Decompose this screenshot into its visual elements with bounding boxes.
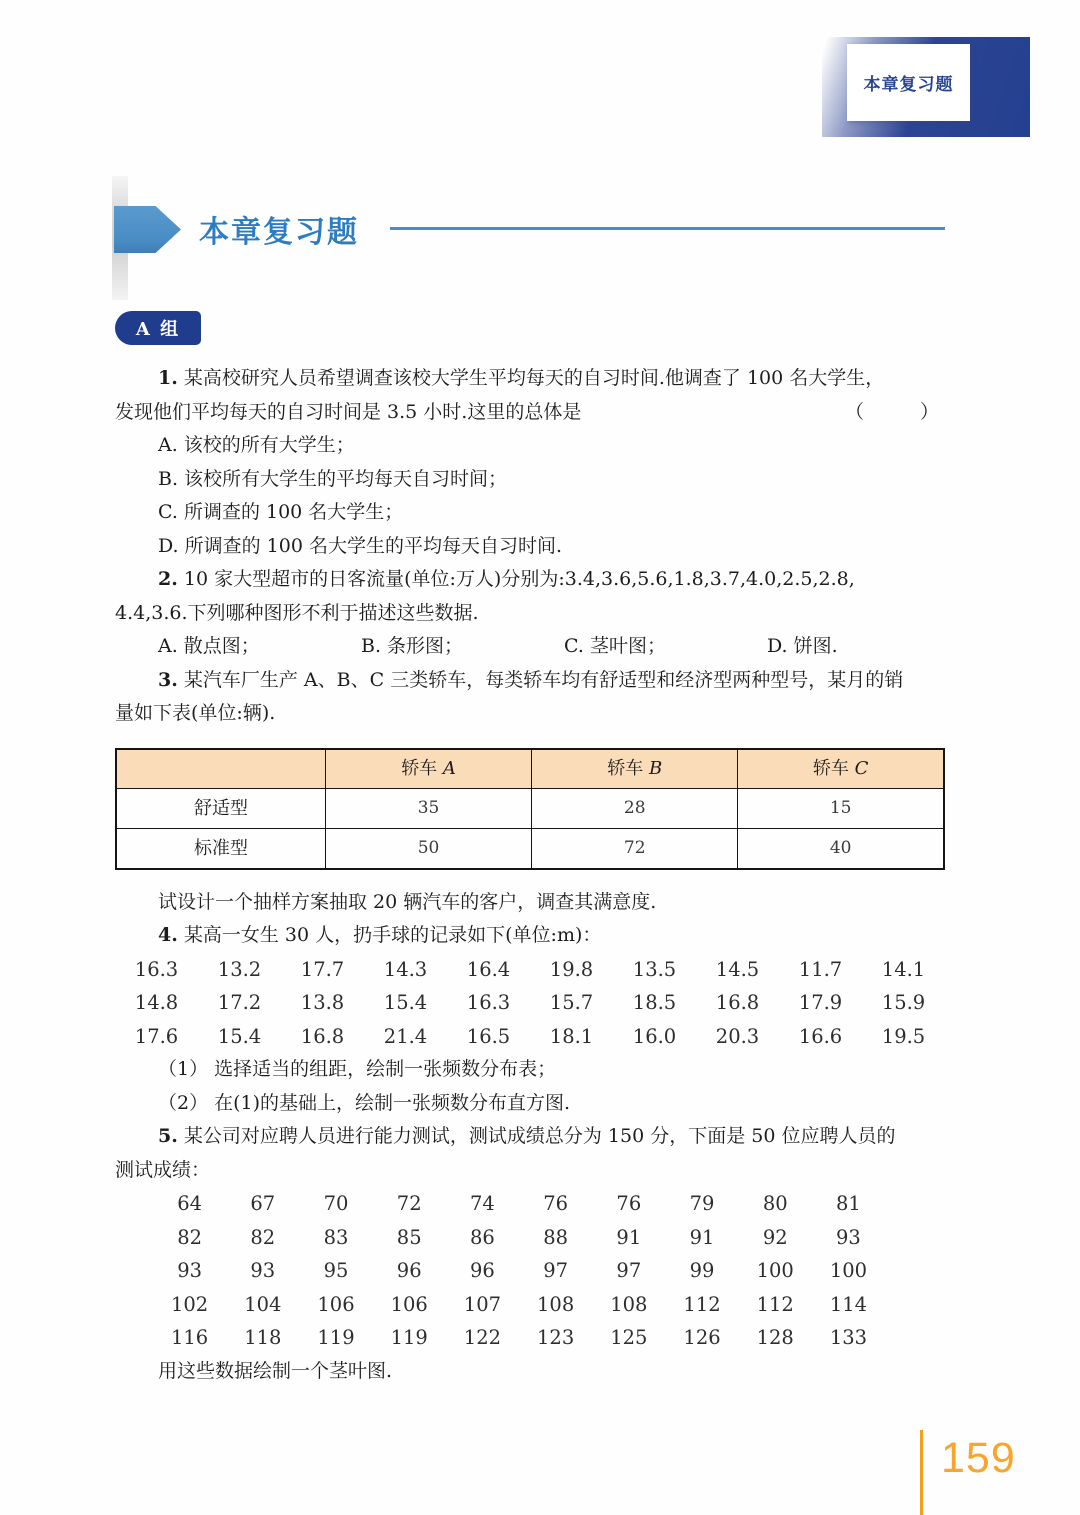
footer-rule	[920, 1430, 923, 1515]
data-cell: 81	[836, 1192, 861, 1215]
problem-5-line-2: 测试成绩：	[115, 1158, 211, 1181]
problem-2-option-c: C. 茎叶图；	[564, 635, 666, 657]
data-cell: 112	[756, 1292, 794, 1316]
arrow-right-icon	[114, 206, 181, 253]
data-cell: 80	[762, 1192, 788, 1215]
data-cell: 114	[829, 1292, 868, 1316]
data-cell: 67	[250, 1192, 276, 1215]
data-cell: 18.1	[549, 1024, 594, 1048]
data-row	[115, 986, 945, 1020]
header-var: C	[854, 758, 869, 779]
data-cell: 118	[244, 1326, 282, 1349]
data-cell: 100	[829, 1259, 868, 1282]
problem-4-data-grid	[115, 953, 945, 1054]
problem-1-line-1	[115, 362, 945, 396]
data-cell: 16.5	[466, 1024, 511, 1048]
data-cell: 16.3	[134, 957, 179, 981]
row-label: 标准型	[116, 829, 325, 869]
problem-1-text-cont: 发现他们平均每天的自习时间是 3.5 小时.这里的总体是	[115, 400, 582, 423]
problem-5-line-1	[115, 1120, 945, 1154]
header-var: A	[442, 758, 456, 779]
table-row	[116, 829, 944, 869]
problem-1-option-a: A. 该校的所有大学生；	[158, 434, 355, 456]
problem-2-line-1	[115, 563, 945, 597]
data-cell: 108	[610, 1292, 648, 1316]
problem-4-part-1: （1） 选择适当的组距，绘制一张频数分布表；	[158, 1058, 557, 1080]
page-title: 本章复习题	[199, 215, 359, 250]
data-row	[153, 1254, 885, 1288]
problem-2-number: 2.	[158, 568, 178, 590]
group-a-badge	[115, 311, 201, 345]
data-cell: 97	[543, 1259, 569, 1282]
data-cell: 82	[250, 1225, 276, 1249]
data-cell: 21.4	[383, 1024, 428, 1048]
data-cell: 96	[396, 1259, 422, 1282]
data-cell: 17.7	[300, 957, 345, 981]
problem-4-intro	[115, 919, 945, 953]
data-cell: 19.5	[881, 1024, 926, 1048]
corner-tab	[847, 44, 970, 121]
problem-1-line-2	[115, 396, 945, 430]
data-cell: 93	[836, 1225, 861, 1249]
table-cell: 50	[325, 829, 531, 869]
group-a-label: A 组	[135, 319, 181, 340]
data-cell: 18.5	[632, 991, 677, 1014]
problem-2-line-2: 4.4,3.6.下列哪种图形不利于描述这些数据.	[115, 601, 479, 624]
data-cell: 16.4	[466, 957, 511, 981]
data-row	[115, 1020, 945, 1054]
data-cell: 17.9	[798, 991, 843, 1014]
data-cell: 112	[683, 1292, 721, 1316]
data-row	[153, 1187, 885, 1221]
data-cell: 119	[317, 1326, 355, 1349]
header-prefix: 轿车	[812, 758, 855, 779]
table-header-car-c	[738, 749, 944, 789]
data-cell: 102	[170, 1292, 209, 1316]
problem-5-text: 某公司对应聘人员进行能力测试，测试成绩总分为 150 分，下面是 50 位应聘人员的	[183, 1125, 896, 1147]
data-cell: 126	[683, 1326, 721, 1349]
data-cell: 116	[170, 1326, 209, 1349]
problem-1-option-d: D. 所调查的 100 名大学生的平均每天自习时间.	[158, 534, 563, 557]
header-var: B	[648, 758, 663, 779]
problem-4-part-2: （2） 在(1)的基础上，绘制一张频数分布直方图.	[158, 1091, 571, 1114]
data-cell: 91	[616, 1225, 642, 1249]
table-cell: 40	[738, 829, 944, 869]
problem-5-followup: 用这些数据绘制一个茎叶图.	[158, 1359, 393, 1382]
data-cell: 86	[470, 1225, 495, 1249]
data-cell: 83	[323, 1225, 349, 1249]
data-cell: 14.1	[881, 957, 926, 981]
data-cell: 125	[610, 1326, 648, 1349]
data-cell: 15.4	[383, 991, 428, 1014]
problem-1-text: 某高校研究人员希望调查该校大学生平均每天的自习时间.他调查了 100 名大学生，	[183, 367, 885, 389]
corner-tab-label: 本章复习题	[863, 75, 954, 95]
data-row	[153, 1321, 885, 1355]
table-corner-cell	[116, 749, 325, 789]
data-cell: 106	[390, 1292, 428, 1316]
data-cell: 128	[756, 1326, 794, 1349]
data-cell: 82	[177, 1225, 203, 1249]
data-cell: 15.7	[549, 991, 594, 1014]
data-cell: 13.5	[632, 957, 677, 981]
data-cell: 93	[177, 1259, 203, 1282]
problem-2-option-d: D. 饼图.	[767, 635, 838, 657]
problem-3-number: 3.	[158, 668, 178, 691]
data-cell: 13.8	[300, 991, 345, 1014]
data-cell: 88	[543, 1225, 569, 1249]
problem-3-text: 某汽车厂生产 A、B、C 三类轿车，每类轿车均有舒适型和经济型两种型号，某月的销	[183, 668, 904, 691]
problem-2-option-a: A. 散点图；	[158, 635, 260, 657]
data-cell: 93	[250, 1259, 276, 1282]
data-cell: 133	[829, 1326, 868, 1349]
data-cell: 107	[463, 1292, 502, 1316]
data-cell: 13.2	[217, 957, 262, 981]
problem-1-option-b: B. 该校所有大学生的平均每天自习时间；	[158, 467, 508, 490]
table-cell: 15	[738, 789, 944, 829]
data-cell: 79	[689, 1192, 715, 1215]
table-header-row	[116, 749, 944, 789]
data-cell: 15.4	[217, 1024, 262, 1048]
problem-2-option-b: B. 条形图；	[361, 635, 464, 657]
problem-1-number: 1.	[158, 367, 178, 389]
row-label: 舒适型	[116, 789, 325, 829]
header-prefix: 轿车	[607, 758, 649, 779]
corner-band	[822, 37, 1030, 137]
data-cell: 106	[317, 1292, 355, 1316]
data-cell: 91	[689, 1225, 715, 1249]
table-cell: 72	[532, 829, 738, 869]
data-cell: 14.8	[134, 991, 179, 1014]
data-cell: 64	[177, 1192, 203, 1215]
problem-2-text: 10 家大型超市的日客流量(单位:万人)分别为:3.4,3.6,5.6,1.8,3.7,4.0,2.5,2.8,	[183, 568, 855, 590]
data-cell: 16.8	[715, 991, 760, 1014]
data-cell: 16.0	[632, 1024, 677, 1048]
data-cell: 97	[616, 1259, 642, 1282]
page-number: 159	[941, 1434, 1016, 1482]
data-cell: 20.3	[715, 1024, 760, 1048]
problem-2-options	[115, 630, 945, 664]
data-cell: 108	[537, 1292, 575, 1316]
data-cell: 92	[762, 1225, 788, 1249]
data-cell: 99	[689, 1259, 715, 1282]
problems-body	[115, 362, 945, 1388]
data-cell: 70	[323, 1192, 349, 1215]
data-cell: 76	[616, 1192, 642, 1215]
data-cell: 72	[396, 1192, 422, 1215]
data-cell: 95	[323, 1259, 349, 1282]
table-header-car-b	[532, 749, 738, 789]
data-cell: 15.9	[881, 991, 926, 1014]
data-cell: 74	[470, 1192, 495, 1215]
problem-4-number: 4.	[158, 924, 178, 946]
data-cell: 19.8	[549, 957, 594, 981]
problem-3-line-1	[115, 664, 945, 698]
data-cell: 119	[390, 1326, 428, 1349]
data-cell: 17.6	[134, 1024, 179, 1048]
data-cell: 16.8	[300, 1024, 345, 1048]
table-header-car-a	[325, 749, 531, 789]
problem-3-line-2: 量如下表(单位:辆).	[115, 702, 276, 724]
table-row	[116, 789, 944, 829]
table-cell: 35	[325, 789, 531, 829]
header-prefix: 轿车	[401, 758, 443, 779]
problem-3-followup: 试设计一个抽样方案抽取 20 辆汽车的客户，调查其满意度.	[158, 890, 657, 913]
data-cell: 14.3	[383, 957, 428, 981]
table-cell: 28	[532, 789, 738, 829]
data-row	[115, 953, 945, 987]
problem-5-data-grid	[115, 1187, 945, 1355]
data-cell: 14.5	[715, 957, 760, 981]
data-cell: 17.2	[217, 991, 262, 1014]
data-cell: 16.6	[798, 1024, 843, 1048]
car-sales-table	[115, 748, 945, 870]
data-row	[153, 1221, 885, 1255]
data-cell: 76	[543, 1192, 569, 1215]
data-cell: 85	[396, 1225, 422, 1249]
problem-5-number: 5.	[158, 1125, 178, 1147]
problem-1-option-c: C. 所调查的 100 名大学生；	[158, 501, 404, 523]
answer-brackets: （ ）	[844, 400, 945, 423]
data-cell: 104	[244, 1292, 282, 1316]
data-cell: 96	[470, 1259, 495, 1282]
data-cell: 123	[537, 1326, 575, 1349]
data-cell: 11.7	[798, 957, 843, 981]
problem-4-text: 某高一女生 30 人，扔手球的记录如下(单位:m)：	[183, 924, 602, 946]
data-cell: 100	[756, 1259, 794, 1282]
data-row	[153, 1288, 885, 1322]
title-rule	[390, 227, 945, 230]
data-cell: 122	[463, 1326, 502, 1349]
data-cell: 16.3	[466, 991, 511, 1014]
